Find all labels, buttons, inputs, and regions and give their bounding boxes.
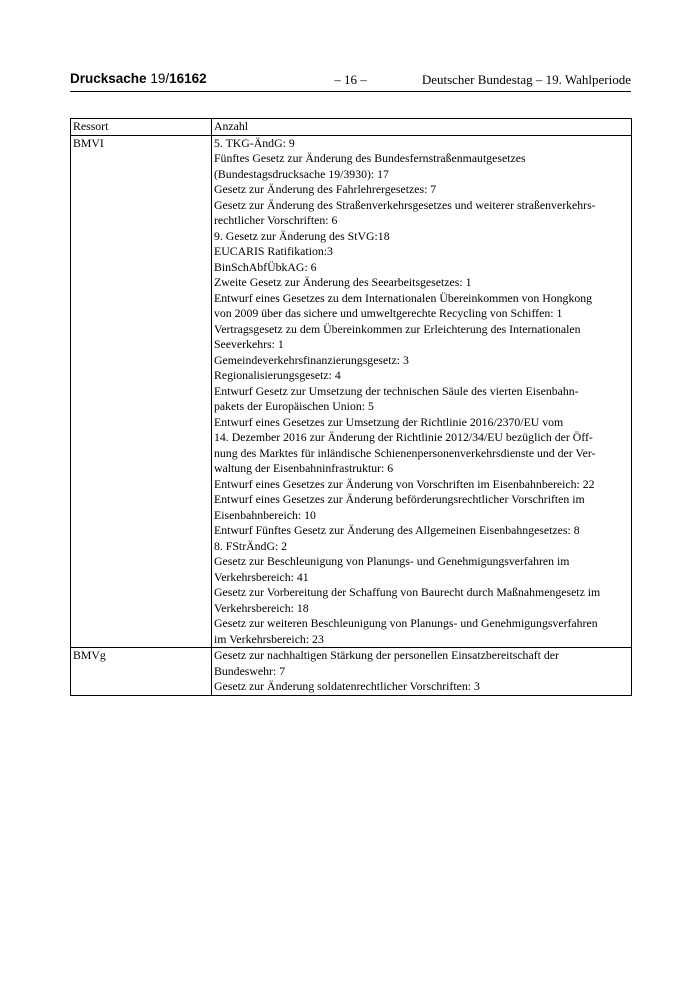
- anzahl-line: Bundeswehr: 7: [214, 663, 286, 678]
- anzahl-line: BinSchAbfÜbkAG: 6: [214, 259, 317, 274]
- anzahl-line: Entwurf eines Gesetzes zur Änderung beförderungsrechtlicher Vorschriften im: [214, 492, 585, 506]
- anzahl-line: Gesetz zur Änderung des Straßenverkehrsgesetzes und weiterer straßenverkehrs-: [214, 197, 596, 212]
- ressort-table: [70, 118, 632, 696]
- anzahl-line: Verkehrsbereich: 41: [214, 569, 309, 584]
- anzahl-line: Entwurf Fünftes Gesetz zur Änderung des Allgemeinen Eisenbahngesetzes: 8: [214, 523, 580, 537]
- anzahl-line: Entwurf eines Gesetzes zur Änderung von Vorschriften im Eisenbahnbereich: 22: [214, 476, 595, 491]
- column-header-ressort: Ressort: [71, 119, 212, 136]
- anzahl-line: EUCARIS Ratifikation:3: [214, 244, 333, 258]
- anzahl-line: Vertragsgesetz zu dem Übereinkommen zur Erleichterung des Internationalen: [214, 321, 581, 336]
- anzahl-line: waltung der Eisenbahninfrastruktur: 6: [214, 461, 394, 475]
- anzahl-line: pakets der Europäischen Union: 5: [214, 399, 374, 413]
- table-header-row: [71, 119, 632, 136]
- anzahl-line: 9. Gesetz zur Änderung des StVG:18: [214, 228, 390, 243]
- anzahl-line: 14. Dezember 2016 zur Änderung der Richtlinie 2012/34/EU bezüglich der Öff-: [214, 430, 593, 444]
- anzahl-line: Regionalisierungsgesetz: 4: [214, 368, 341, 382]
- doc-prefix: 19/: [150, 71, 170, 86]
- anzahl-line: (Bundestagsdrucksache 19/3930): 17: [214, 166, 389, 181]
- anzahl-cell: [212, 135, 632, 648]
- table-row: [71, 135, 632, 648]
- doc-label: Drucksache: [70, 71, 147, 86]
- anzahl-line: Gesetz zur Beschleunigung von Planungs- und Genehmigungsverfahren im: [214, 554, 570, 568]
- table-row: [71, 648, 632, 696]
- anzahl-line: rechtlicher Vorschriften: 6: [214, 213, 338, 227]
- anzahl-line: 5. TKG-ÄndG: 9: [214, 135, 295, 150]
- ressort-cell: BMVg: [71, 648, 212, 696]
- anzahl-line: Fünftes Gesetz zur Änderung des Bundesfernstraßenmautgesetzes: [214, 151, 526, 165]
- anzahl-line: Gesetz zur Änderung soldatenrechtlicher Vorschriften: 3: [214, 679, 480, 693]
- header-divider: [70, 91, 631, 92]
- anzahl-line: Entwurf eines Gesetzes zu dem Internationalen Übereinkommen von Hongkong: [214, 290, 593, 305]
- anzahl-line: Eisenbahnbereich: 10: [214, 507, 316, 522]
- anzahl-line: Zweite Gesetz zur Änderung des Seearbeitsgesetzes: 1: [214, 275, 472, 289]
- anzahl-line: Gesetz zur nachhaltigen Stärkung der personellen Einsatzbereitschaft der: [214, 648, 559, 662]
- doc-number-value: 16162: [169, 71, 207, 86]
- anzahl-line: Entwurf Gesetz zur Umsetzung der technischen Säule des vierten Eisenbahn-: [214, 383, 579, 398]
- anzahl-line: nung des Marktes für inländische Schienenpersonenverkehrsdienste und der Ver-: [214, 445, 596, 460]
- anzahl-line: Gesetz zur Vorbereitung der Schaffung von Baurecht durch Maßnahmengesetz im: [214, 585, 601, 599]
- anzahl-line: Gesetz zur weiteren Beschleunigung von Planungs- und Genehmigungsverfahren: [214, 616, 598, 630]
- ressort-cell: BMVI: [71, 135, 212, 648]
- page-header: [70, 70, 631, 90]
- anzahl-line: Seeverkehrs: 1: [214, 337, 284, 351]
- publisher-label: Deutscher Bundestag – 19. Wahlperiode: [421, 72, 631, 87]
- anzahl-line: Verkehrsbereich: 18: [214, 600, 309, 615]
- anzahl-line: Gemeindeverkehrsfinanzierungsgesetz: 3: [214, 352, 409, 367]
- anzahl-line: Gesetz zur Änderung des Fahrlehrergesetzes: 7: [214, 182, 437, 196]
- anzahl-line: Entwurf eines Gesetzes zur Umsetzung der Richtlinie 2016/2370/EU vom: [214, 414, 564, 429]
- anzahl-cell: [212, 648, 632, 696]
- anzahl-line: von 2009 über das sichere und umweltgerechte Recycling von Schiffen: 1: [214, 306, 563, 320]
- column-header-anzahl: Anzahl: [212, 119, 632, 136]
- anzahl-line: 8. FStrÄndG: 2: [214, 538, 288, 553]
- anzahl-line: im Verkehrsbereich: 23: [214, 631, 324, 646]
- page-number: – 16 –: [334, 72, 367, 87]
